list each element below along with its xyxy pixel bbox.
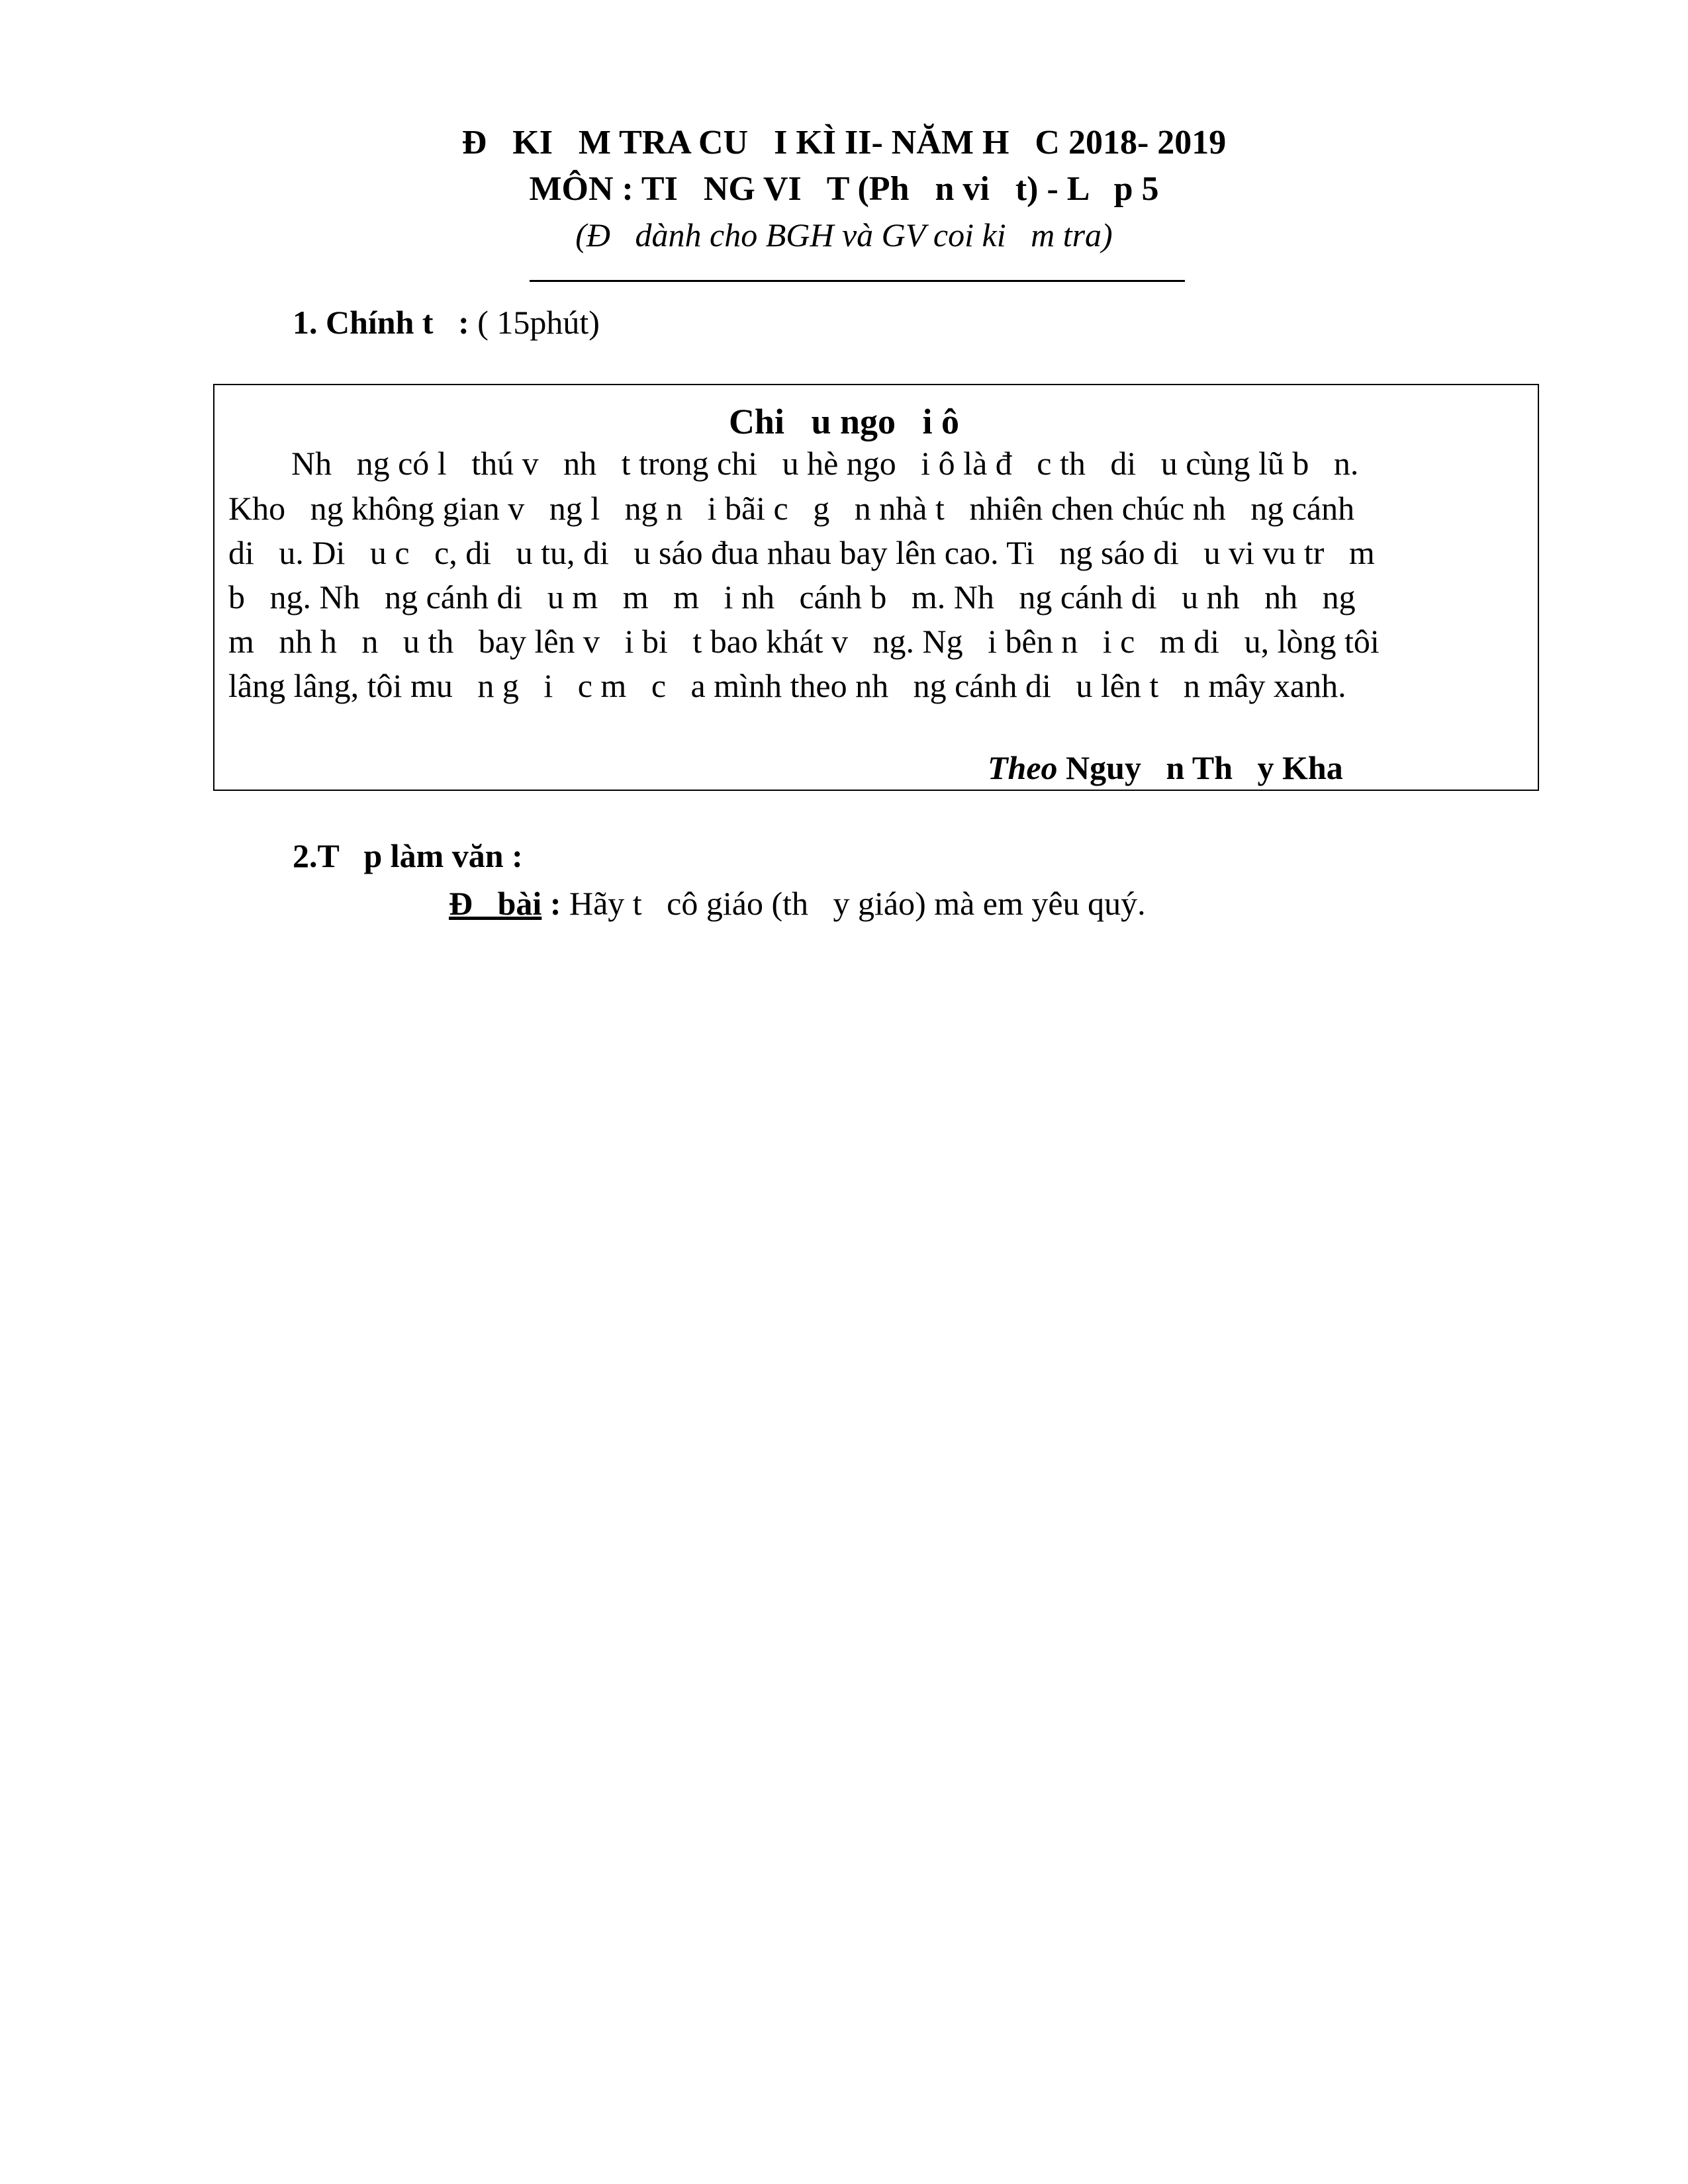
- passage-title: Chi u ngo i ô: [728, 402, 960, 441]
- passage-author: [988, 751, 1343, 784]
- passage-line: b ng. Nh ng cánh di u m m m i nh cánh b m. Nh ng cánh di u nh nh ng: [228, 578, 1356, 615]
- section-1-heading: [293, 306, 600, 339]
- header-divider: [530, 280, 1185, 282]
- section-1-label: 1. Chính t :: [293, 304, 469, 341]
- passage-line: Nh ng có l thú v nh t trong chi u hè ngo i ô là đ c th di u cùng lũ b n.: [291, 445, 1359, 482]
- exam-subject: MÔN : TI NG VI T (Ph n vi t) - L p 5: [529, 170, 1159, 208]
- passage-line: di u. Di u c c, di u tu, di u sáo đua nhau bay lên cao. Ti ng sáo di u vi vu tr m: [228, 534, 1375, 571]
- exam-note: (Đ dành cho BGH và GV coi ki m tra): [575, 216, 1113, 253]
- passage-line: m nh h n u th bay lên v i bi t bao khát v ng. Ng i bên n i c m di u, lòng tôi: [228, 623, 1380, 660]
- section-1-time: ( 15phút): [469, 304, 600, 341]
- assignment-text: Hãy t cô giáo (th y giáo) mà em yêu quý.: [561, 885, 1146, 922]
- author-prefix: Theo: [988, 749, 1058, 786]
- assignment-colon: :: [541, 885, 561, 922]
- passage-line: lâng lâng, tôi mu n g i c m c a mình theo nh ng cánh di u lên t n mây xanh.: [228, 667, 1346, 704]
- section-2-heading: 2.T p làm văn :: [293, 837, 523, 874]
- assignment: [449, 887, 1146, 920]
- assignment-label: Đ bài: [449, 885, 542, 922]
- passage-line: Kho ng không gian v ng l ng n i bãi c g n nhà t nhiên chen chúc nh ng cánh: [228, 490, 1355, 527]
- exam-title: Đ KI M TRA CU I KÌ II- NĂM H C 2018- 2019: [461, 124, 1227, 161]
- author-name: Nguy n Th y Kha: [1057, 749, 1343, 786]
